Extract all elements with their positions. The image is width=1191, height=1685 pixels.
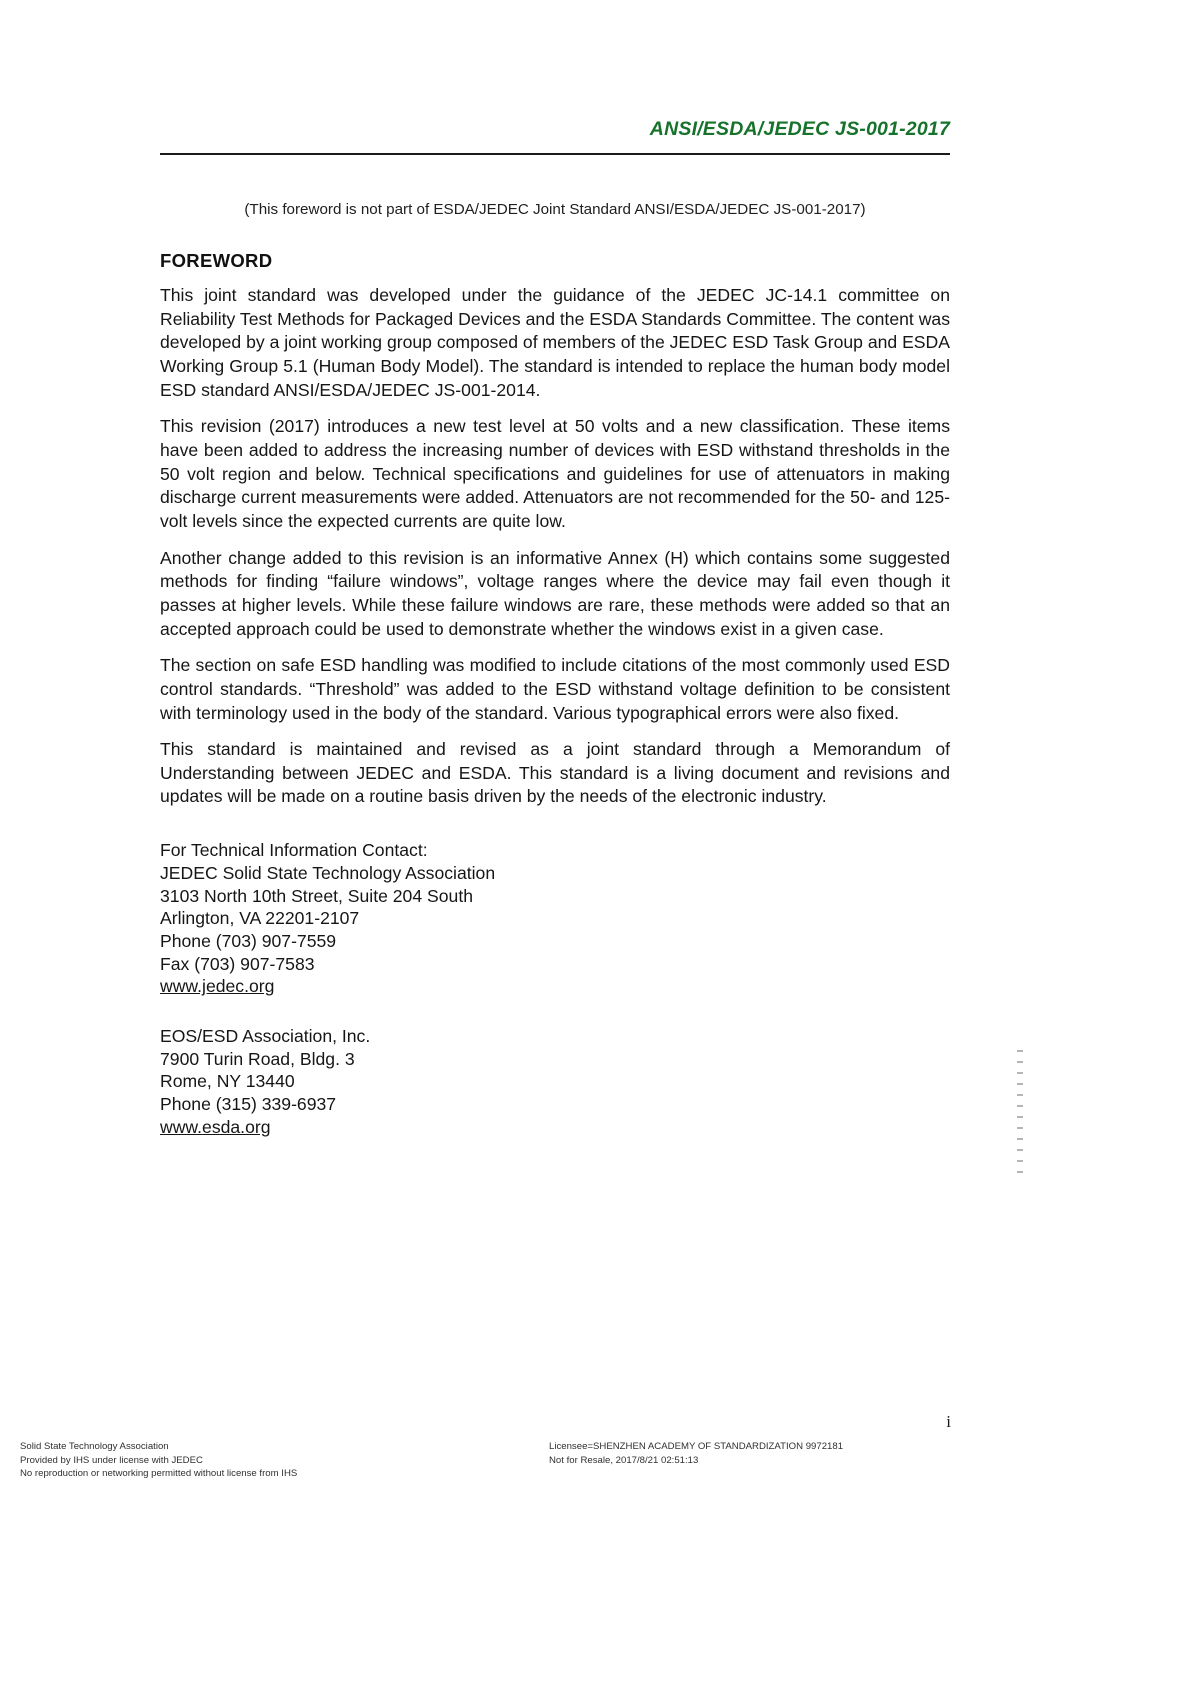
- paragraph: This revision (2017) introduces a new test level at 50 volts and a new classification. These items have been added to address the increasing number of devices with ESD withstand thresholds in the 50 volt region and below. Technical specifications and guidelines for use of attenuators in making discharge current measurements were added. Attenuators are not recommended for the 50- and 125-volt levels since the expected currents are quite low.: [160, 416, 950, 531]
- footer-license-left: [20, 1440, 297, 1481]
- document-body: [160, 250, 950, 1139]
- contact-intro-label: For Technical Information Contact:: [160, 840, 428, 861]
- footer-line: No reproduction or networking permitted without license from IHS: [20, 1468, 298, 1480]
- page-title: FOREWORD: [160, 250, 273, 271]
- footer-license-center: [549, 1440, 843, 1467]
- jedec-phone: Phone (703) 907-7559: [160, 930, 337, 951]
- esda-website-link[interactable]: www.esda.org: [160, 1116, 271, 1137]
- jedec-website-link[interactable]: www.jedec.org: [160, 976, 275, 997]
- footer-line: Provided by IHS under license with JEDEC: [20, 1454, 203, 1466]
- paragraph: This joint standard was developed under the guidance of the JEDEC JC-14.1 committee on Reliability Test Methods for Packaged Devices and the ESDA Standards Committee. The content was developed by a joint working group composed of members of the JEDEC ESD Task Group and ESDA Working Group 5.1 (Human Body Model). The standard is intended to replace the human body model ESD standard ANSI/ESDA/JEDEC JS-001-2014.: [160, 285, 950, 400]
- page-footer: [0, 1440, 1191, 1500]
- document-identifier: ANSI/ESDA/JEDEC JS-001-2017: [649, 118, 950, 140]
- esda-organization-name: EOS/ESD Association, Inc.: [160, 1025, 371, 1046]
- paragraph: This standard is maintained and revised as a joint standard through a Memorandum of Understanding between JEDEC and ESDA. This standard is a living document and revisions and updates will be made on a routine basis driven by the needs of the electronic industry.: [160, 739, 950, 807]
- esda-street-address: 7900 Turin Road, Bldg. 3: [160, 1048, 355, 1069]
- page-number: i: [946, 1412, 951, 1431]
- jedec-contact-block: [160, 839, 950, 999]
- footer-resale-line: Not for Resale, 2017/8/21 02:51:13: [549, 1454, 699, 1466]
- jedec-fax: Fax (703) 907-7583: [160, 953, 315, 974]
- page-header: [160, 118, 950, 155]
- jedec-city-state-zip: Arlington, VA 22201-2107: [160, 908, 360, 929]
- footer-licensee-line: Licensee=SHENZHEN ACADEMY OF STANDARDIZATION 9972181: [549, 1441, 844, 1452]
- foreword-disclaimer-note: (This foreword is not part of ESDA/JEDEC Joint Standard ANSI/ESDA/JEDEC JS-001-2017): [244, 201, 866, 218]
- header-divider: [160, 153, 950, 155]
- esda-city-state-zip: Rome, NY 13440: [160, 1071, 295, 1092]
- jedec-street-address: 3103 North 10th Street, Suite 204 South: [160, 885, 473, 906]
- esda-website-row: [160, 1116, 950, 1140]
- esda-phone: Phone (315) 339-6937: [160, 1093, 337, 1114]
- esda-contact-block: [160, 1025, 950, 1139]
- scan-artifact-marks: [1017, 1050, 1023, 1180]
- paragraph: Another change added to this revision is an informative Annex (H) which contains some suggested methods for finding “failure windows”, voltage ranges where the device may fail even though it passes at higher levels. While these failure windows are rare, these methods were added so that an accepted approach could be used to demonstrate whether the windows exist in a given case.: [160, 547, 950, 639]
- footer-line: Solid State Technology Association: [20, 1441, 169, 1452]
- paragraph: The section on safe ESD handling was modified to include citations of the most commonly used ESD control standards. “Threshold” was added to the ESD withstand voltage definition to be consistent with terminology used in the body of the standard. Various typographical errors were also fixed.: [160, 655, 950, 723]
- jedec-organization-name: JEDEC Solid State Technology Association: [160, 862, 496, 883]
- jedec-website-row: [160, 975, 950, 999]
